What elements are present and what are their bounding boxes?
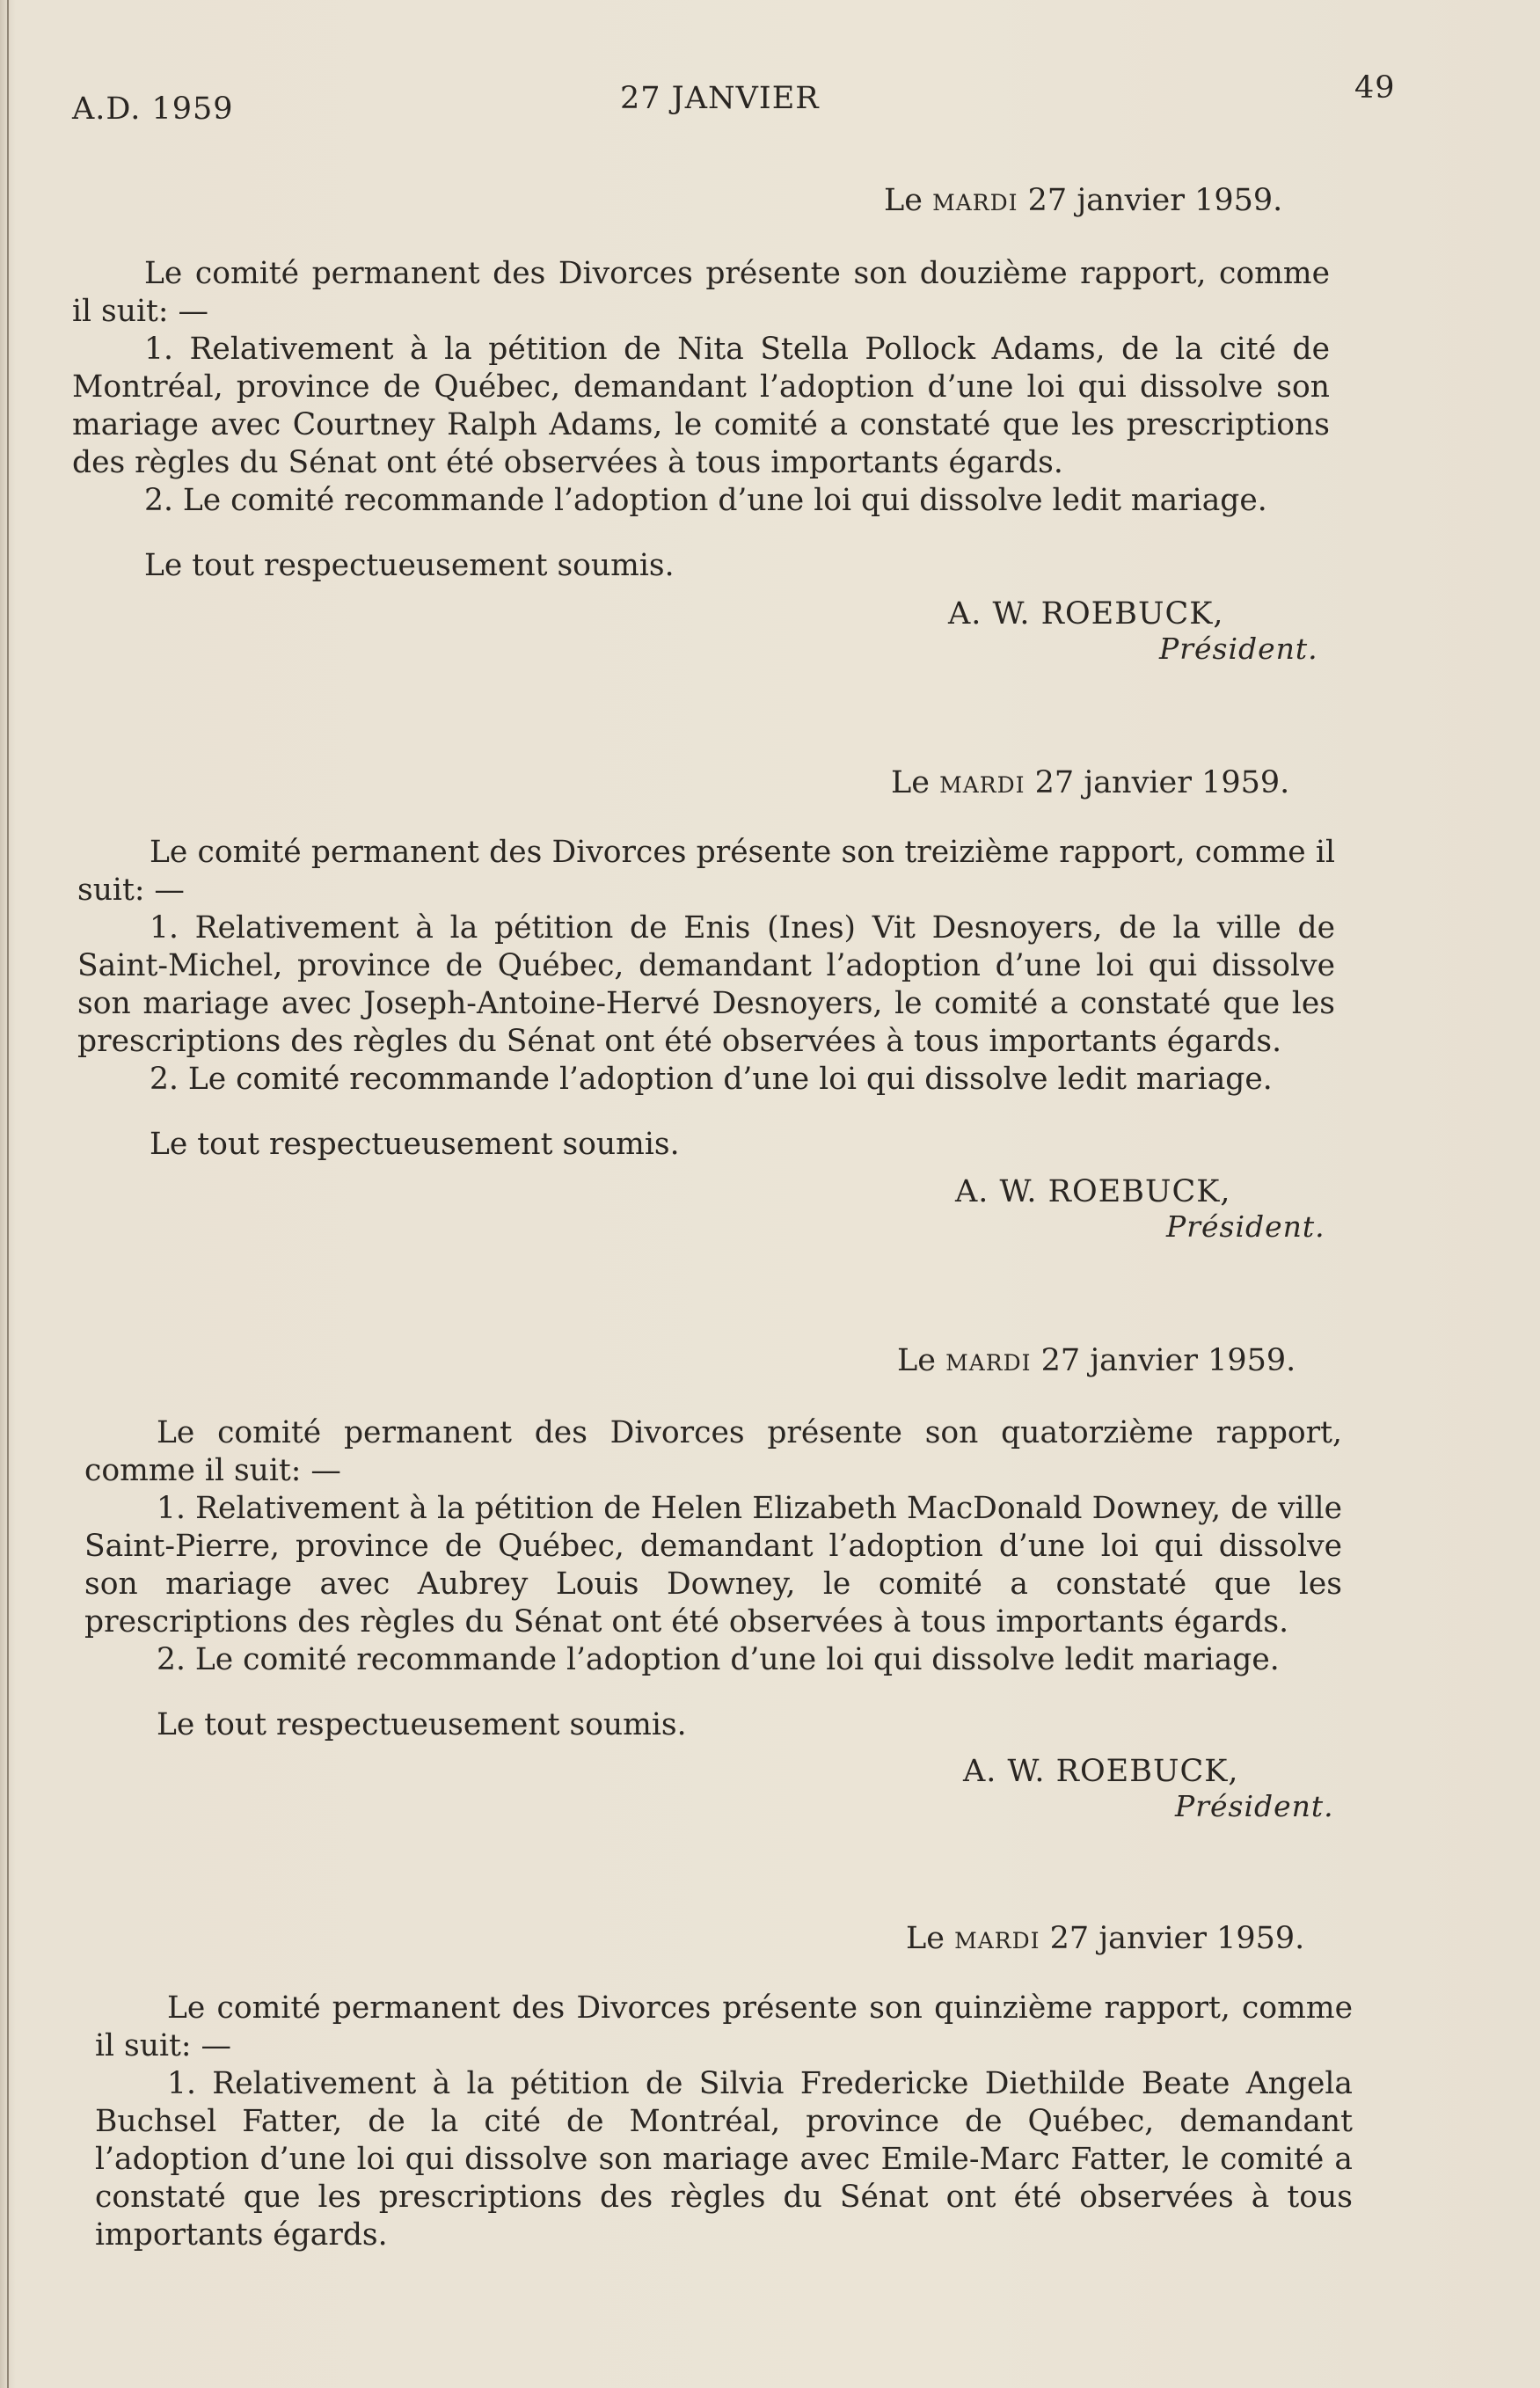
signatory-title: Président. [1166,1209,1325,1244]
report-item-2: 2. Le comité recommande l’adoption d’une loi qui dissolve ledit mariage. [144,483,1267,518]
signatory: A. W. ROEBUCK, [963,1754,1239,1789]
report-date: Le mardi 27 janvier 1959. [906,1921,1305,1956]
report-intro: Le comité permanent des Divorces présente son douzième rapport, comme il suit: — [72,256,1330,329]
weekday: mardi [945,1343,1032,1378]
signatory: A. W. ROEBUCK, [948,596,1224,632]
report-intro: Le comité permanent des Divorces présente son treizième rapport, comme il suit: — [77,835,1335,908]
weekday: mardi [954,1921,1040,1956]
weekday: mardi [932,183,1018,218]
report-item-1: 1. Relativement à la pétition de Helen Elizabeth MacDonald Downey, de ville Saint-Pierre, province de Québec, demandant l’adoption d’une loi qui dissolve son mariage avec Aubrey Louis Downey, le comité a constaté que les prescriptions des règles du Sénat ont été observées à tous importants égards. [84,1491,1342,1639]
report-closing: Le tout respectueusement soumis. [157,1707,687,1742]
report-item-1: 1. Relativement à la pétition de Nita Stella Pollock Adams, de la cité de Montréal, province de Québec, demandant l’adoption d’une loi qui dissolve son mariage avec Courtney Ralph Adams, le comité a constaté que les prescriptions des règles du Sénat ont été observées à tous importants égards. [72,332,1330,480]
page-number: 49 [1354,70,1396,106]
header-year: A.D. 1959 [72,91,234,127]
report-item-2: 2. Le comité recommande l’adoption d’une loi qui dissolve ledit mariage. [150,1062,1273,1097]
report-item-1: 1. Relativement à la pétition de Silvia Fredericke Diethilde Beate Angela Buchsel Fatter, de la cité de Montréal, province de Québec, demandant l’adoption d’une loi qui dissolve son mariage avec Emile-Marc Fatter, le comité a constaté que les prescriptions des règles du Sénat ont été observées à tous importants égards. [95,2066,1353,2253]
binding-edge [7,0,9,2388]
header-date: 27 JANVIER [620,81,820,116]
report-date: Le mardi 27 janvier 1959. [891,765,1290,800]
report-closing: Le tout respectueusement soumis. [150,1127,680,1162]
report-intro: Le comité permanent des Divorces présente son quinzième rapport, comme il suit: — [95,1990,1353,2063]
report-date: Le mardi 27 janvier 1959. [884,183,1283,218]
weekday: mardi [939,765,1025,800]
report-intro: Le comité permanent des Divorces présente son quatorzième rapport, comme il suit: — [84,1415,1342,1488]
signatory: A. W. ROEBUCK, [955,1174,1231,1209]
report-item-2: 2. Le comité recommande l’adoption d’une loi qui dissolve ledit mariage. [157,1642,1280,1677]
signatory-title: Président. [1175,1789,1334,1823]
report-closing: Le tout respectueusement soumis. [144,548,675,583]
signatory-title: Président. [1159,632,1318,666]
report-date: Le mardi 27 janvier 1959. [897,1343,1296,1378]
report-item-1: 1. Relativement à la pétition de Enis (Ines) Vit Desnoyers, de la ville de Saint-Michel, province de Québec, demandant l’adoption d’une loi qui dissolve son mariage avec Joseph-Antoine-Hervé Desnoyers, le comité a constaté que les prescriptions des règles du Sénat ont été observées à tous importants égards. [77,910,1335,1059]
